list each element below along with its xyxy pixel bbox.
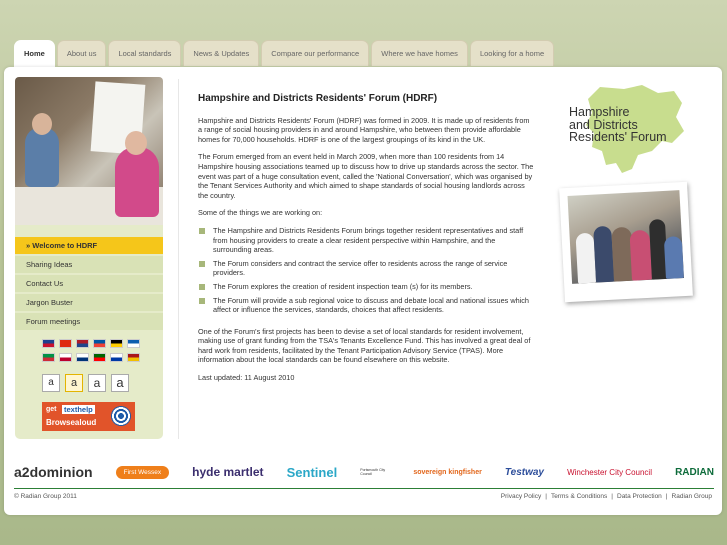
partner-logo-first-wessex[interactable]: First Wessex: [116, 466, 169, 479]
column-divider: [178, 79, 179, 439]
list-item: The Forum explores the creation of resident inspection team (s) for its members.: [198, 282, 534, 292]
sidebar-item-contact-us[interactable]: Contact Us: [15, 275, 163, 292]
portugal-flag[interactable]: [93, 353, 106, 362]
italy-flag[interactable]: [42, 353, 55, 362]
projects-paragraph: One of the Forum's first projects has been to devise a set of local standards for resident involvement, making use of grant funding from the TSA's Tenants Excellence Fund. This has involved a great deal of hard work from residents, facilitated by the Tenant Participation Advisory Service (TPAS). More information about the local standards can be found elsewhere on this website.: [198, 326, 531, 365]
partner-logo-hyde-martlet[interactable]: hyde martlet: [192, 465, 264, 479]
browsealoud-button[interactable]: [42, 402, 135, 431]
text-size-controls: [42, 374, 163, 392]
language-flags: [42, 339, 142, 362]
france-flag[interactable]: [93, 339, 106, 348]
speaker-target-icon: [111, 406, 131, 426]
greece-flag[interactable]: [127, 339, 140, 348]
main-content: [198, 94, 534, 391]
tab-about-us[interactable]: About us: [57, 40, 107, 66]
text-size-xlarge-button[interactable]: a: [111, 374, 129, 392]
tab-home[interactable]: Home: [14, 40, 55, 68]
sidebar-menu-box: [15, 225, 163, 439]
text-size-small-button[interactable]: a: [42, 374, 60, 392]
partner-logo-portsmouth[interactable]: Portsmouth City Council: [360, 468, 386, 476]
tab-where-we-have-homes[interactable]: Where we have homes: [371, 40, 468, 66]
sidebar-item-sharing-ideas[interactable]: Sharing Ideas: [15, 256, 163, 273]
list-item: The Forum considers and contract the service offer to residents across the range of service providers.: [198, 259, 534, 278]
terms-conditions-link[interactable]: Terms & Conditions: [550, 493, 608, 500]
netherlands-flag[interactable]: [76, 339, 89, 348]
russia-flag[interactable]: [110, 353, 123, 362]
working-on-heading: Some of the things we are working on:: [198, 208, 323, 218]
tab-news-updates[interactable]: News & Updates: [183, 40, 259, 66]
tab-compare-performance[interactable]: Compare our performance: [261, 40, 369, 66]
main-nav-tabs: [14, 40, 554, 68]
japan-flag[interactable]: [59, 353, 72, 362]
spain-flag[interactable]: [127, 353, 140, 362]
footer-links: Privacy Policy | Terms & Conditions | Data Protection | Radian Group: [500, 493, 712, 500]
residents-group-photo: [559, 182, 693, 303]
browsealoud-label: Browsealoud: [46, 418, 97, 427]
tab-local-standards[interactable]: Local standards: [108, 40, 181, 66]
last-updated-text: Last updated: 11 August 2010: [198, 373, 295, 383]
partner-logo-a2dominion[interactable]: a2dominion: [14, 464, 93, 480]
privacy-policy-link[interactable]: Privacy Policy: [500, 493, 542, 500]
browsealoud-get-label: get: [46, 406, 57, 413]
hdrf-logo: [562, 85, 702, 175]
footer-divider: [14, 488, 714, 489]
germany-flag[interactable]: [110, 339, 123, 348]
sidebar-item-forum-meetings[interactable]: Forum meetings: [15, 313, 163, 330]
partner-logo-winchester[interactable]: Winchester City Council: [567, 467, 652, 477]
partner-logos: [14, 459, 714, 485]
tab-looking-for-home[interactable]: Looking for a home: [470, 40, 554, 66]
data-protection-link[interactable]: Data Protection: [617, 493, 662, 500]
partner-logo-radian[interactable]: RADIAN: [675, 466, 714, 478]
sidebar-item-welcome[interactable]: » Welcome to HDRF: [15, 237, 163, 254]
partner-logo-sovereign-kingfisher[interactable]: sovereign kingfisher: [413, 468, 482, 476]
china-flag[interactable]: [59, 339, 72, 348]
korea-flag[interactable]: [76, 353, 89, 362]
page-title: Hampshire and Districts Residents' Forum (HDRF): [198, 93, 438, 104]
intro-paragraph: Hampshire and Districts Residents' Forum (HDRF) was formed in 2009. It is made up of residents from a range of social housing providers in and around Hampshire, who between them provide affordable homes for 70,000 households. HDRF is one of the largest groupings of its kind in the UK.: [198, 115, 530, 144]
list-item: The Hampshire and Districts Residents Forum brings together resident representatives and staff from housing providers to create a clear resident perspective within Hampshire, and the surrounding areas.: [198, 226, 534, 255]
sidebar-meeting-photo: [15, 77, 163, 225]
text-size-medium-button[interactable]: a: [65, 374, 83, 392]
partner-logo-sentinel[interactable]: Sentinel: [286, 464, 338, 480]
copyright-text: © Radian Group 2011: [14, 493, 77, 500]
text-size-large-button[interactable]: a: [88, 374, 106, 392]
page-panel: [4, 67, 722, 515]
sidebar-item-jargon-buster[interactable]: Jargon Buster: [15, 294, 163, 311]
history-paragraph: The Forum emerged from an event held in March 2009, when more than 100 residents from 14 Hampshire housing associations teamed up to discuss how to drive up standards across the sector. The event was part of a huge consultation event, called the 'National Conversation', which was organised by the Tenant Services Authority and which aimed to shape standards of social housing landlords across the country.: [198, 152, 534, 200]
working-on-list: [198, 226, 534, 315]
list-item: The Forum will provide a sub regional voice to discuss and debate local and national issues which affect or influence the services, standards, choices that affect residents.: [198, 296, 534, 315]
radian-group-link[interactable]: Radian Group: [671, 493, 712, 500]
logo-wordmark: Hampshire and Districts Residents' Forum: [569, 105, 667, 144]
texthelp-label: texthelp: [64, 405, 93, 414]
partner-logo-testway[interactable]: Testway: [504, 466, 544, 478]
sidebar: [15, 77, 163, 439]
united-kingdom-flag[interactable]: [42, 339, 55, 348]
